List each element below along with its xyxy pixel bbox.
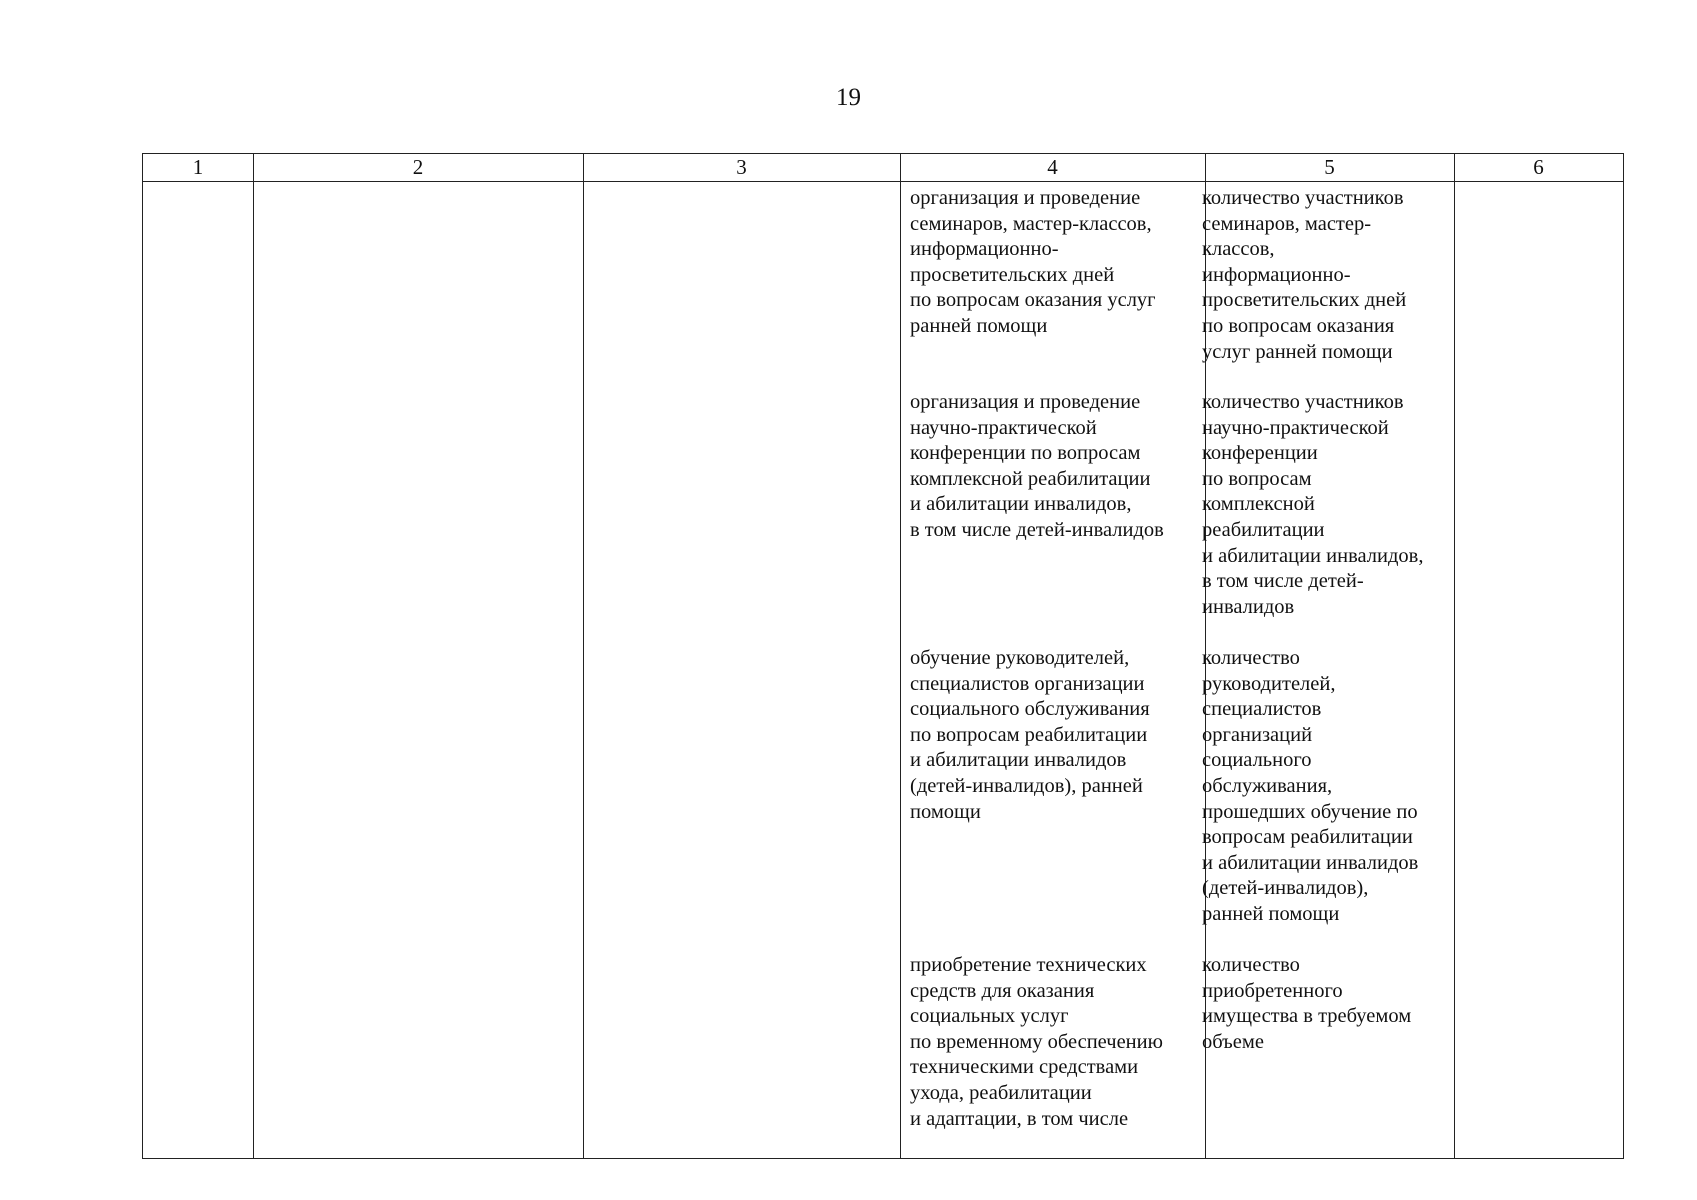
indicator-cell: количество руководителей, специалистов организаций социального обслуживания, прошедших обучение по вопросам реабилитации и абилитации инвалидов (детей-инвалидов), ранней помощи [1202,647,1419,925]
header-col-3: 3 [736,155,747,179]
indicator-cell: количество участников научно-практической конференции по вопросам комплексной реабилитации и абилитации инвалидов, в том числе детей- инвалидов [1202,391,1424,618]
header-col-2: 2 [412,155,424,179]
document-table [142,153,1624,1159]
activity-cell: обучение руководителей, специалистов организации социального обслуживания по вопросам реабилитации и абилитации инвалидов (детей-инвалидов), ранней помощи [910,647,1150,823]
activity-cell: организация и проведение научно-практической конференции по вопросам комплексной реабилитации и абилитации инвалидов, в том числе детей-инвалидов [910,391,1164,541]
header-col-4: 4 [1047,155,1058,179]
indicator-cell: количество приобретенного имущества в требуемом объеме [1202,954,1412,1053]
activity-cell: приобретение технических средств для оказания социальных услуг по временному обеспечению техническими средствами ухода, реабилитации и адаптации, в том числе [910,954,1163,1130]
column-divider [253,154,254,1158]
page-number: 19 [836,84,861,111]
activity-cell: организация и проведение семинаров, мастер-классов, информационно- просветительских дней по вопросам оказания услуг ранней помощи [910,187,1156,337]
header-col-1: 1 [192,155,204,179]
column-divider [900,154,901,1158]
header-col-5: 5 [1324,155,1335,179]
header-divider [143,181,1623,182]
column-divider [1454,154,1455,1158]
header-col-6: 6 [1533,155,1544,179]
column-divider [583,154,584,1158]
indicator-cell: количество участников семинаров, мастер- классов, информационно- просветительских дней по вопросам оказания услуг ранней помощи [1202,187,1407,363]
